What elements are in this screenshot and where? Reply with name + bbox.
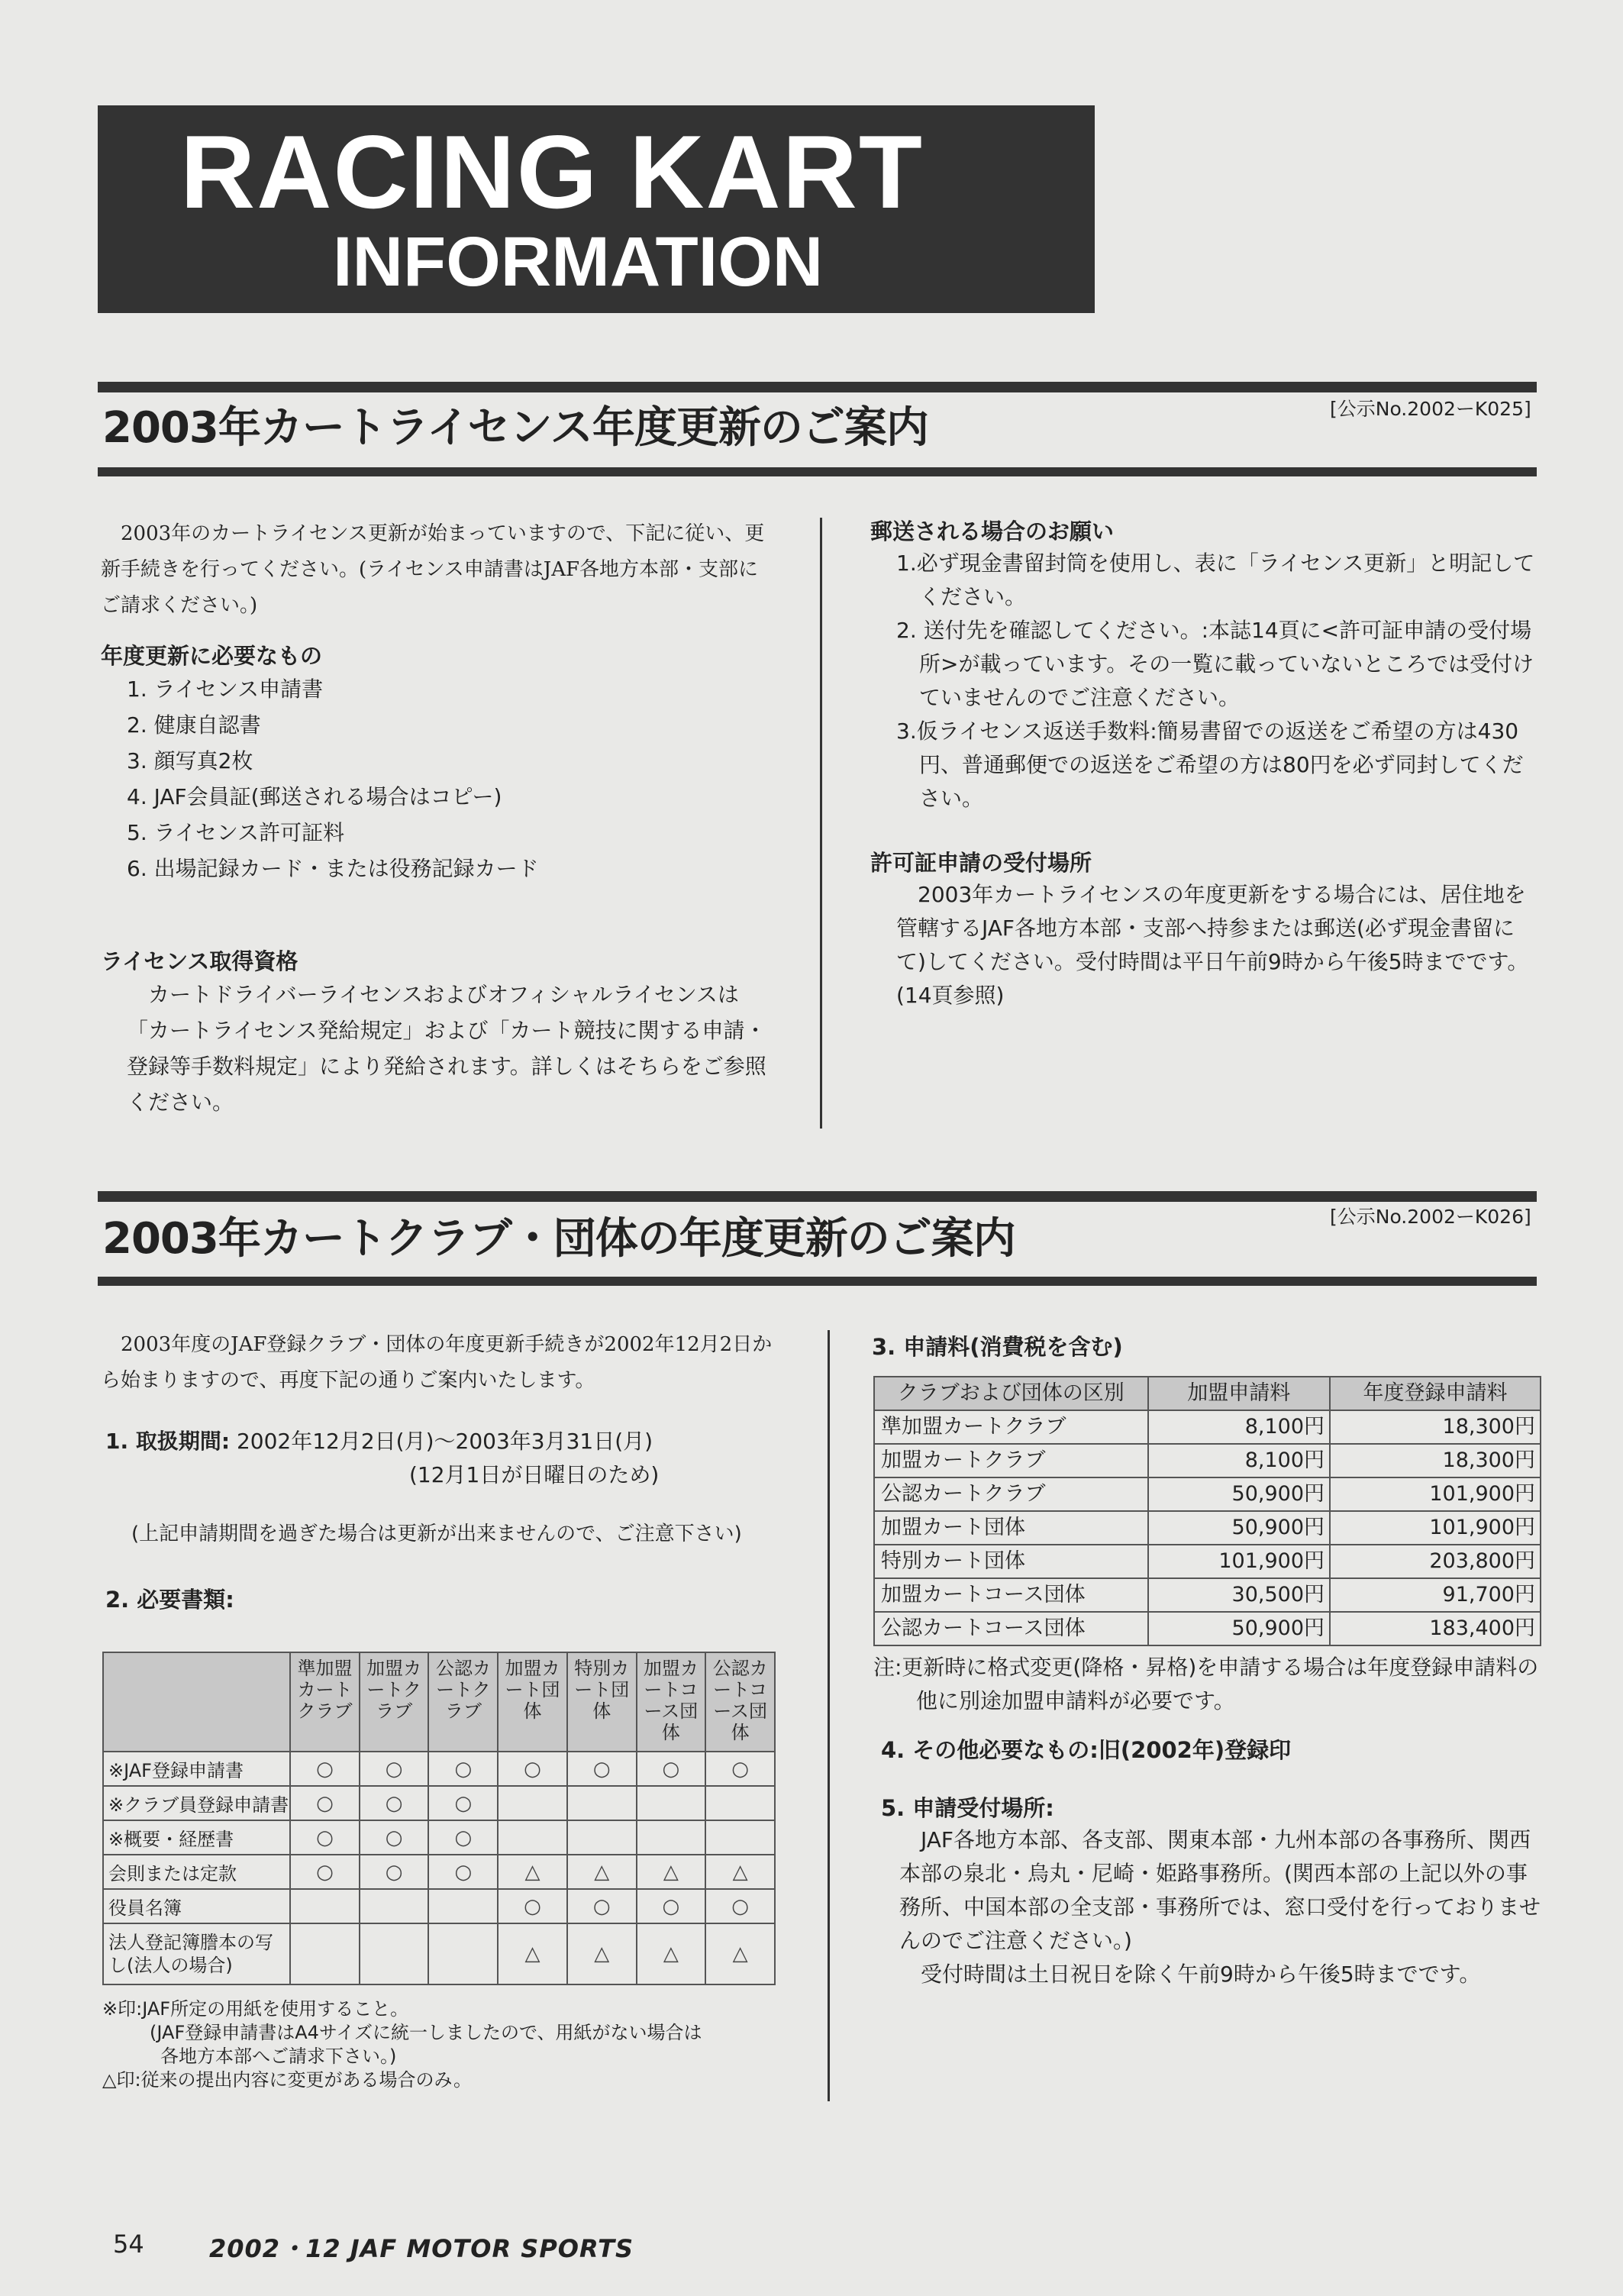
period-value: 2002年12月2日(月)〜2003年3月31日(月) xyxy=(236,1429,653,1454)
period-note: (12月1日が日曜日のため) xyxy=(409,1462,660,1487)
docs-mark: △ xyxy=(567,1855,637,1889)
table-row xyxy=(103,1786,775,1820)
required-list xyxy=(101,671,773,886)
fees-row-label: 加盟カート団体 xyxy=(874,1511,1148,1545)
fees-value: 203,800円 xyxy=(1330,1545,1541,1578)
docs-col-header: 公認カートクラブ xyxy=(428,1652,498,1752)
docs-col-header: 加盟カートクラブ xyxy=(360,1652,429,1752)
docs-col-header: 準加盟カートクラブ xyxy=(290,1652,360,1752)
fees-heading: 3. 申請料(消費税を含む) xyxy=(872,1334,1123,1360)
table-row xyxy=(874,1578,1541,1612)
fees-col-header: クラブおよび団体の区別 xyxy=(874,1377,1148,1410)
fees-row-label: 準加盟カートクラブ xyxy=(874,1410,1148,1444)
fees-value: 101,900円 xyxy=(1148,1545,1331,1578)
docs-notes xyxy=(102,1997,702,2092)
qualification-text: カートドライバーライセンスおよびオフィシャルライセンスは「カートライセンス発給規定」および「カート競技に関する申請・登録等手数料規定」により発給されます。詳しくはそちらをご参照ください。 xyxy=(127,982,766,1115)
docs-mark: ○ xyxy=(567,1752,637,1786)
accept-place-time: 受付時間は土日祝日を除く午前9時から午後5時までです。 xyxy=(921,1962,1481,1987)
docs-row-label: 会則または定款 xyxy=(103,1855,290,1889)
section2-right-column xyxy=(872,1332,1544,1362)
fees-value: 91,700円 xyxy=(1330,1578,1541,1612)
fees-value: 50,900円 xyxy=(1148,1477,1331,1511)
table-row xyxy=(103,1923,775,1984)
table-row xyxy=(874,1477,1541,1511)
section1-intro: 2003年のカートライセンス更新が始まっていますので、下記に従い、更新手続きを行ってください。(ライセンス申請書はJAF各地方本部・支部にご請求ください。) xyxy=(101,522,765,617)
docs-mark: ○ xyxy=(637,1752,706,1786)
section2-bottom-rule xyxy=(98,1277,1537,1286)
mail-list xyxy=(870,547,1542,815)
fees-row-label: 加盟カートコース団体 xyxy=(874,1578,1148,1612)
fees-value: 101,900円 xyxy=(1330,1511,1541,1545)
docs-note: ※印:JAF所定の用紙を使用すること。 xyxy=(102,1998,409,2020)
accept-place-heading: 5. 申請受付場所: xyxy=(881,1795,1054,1821)
docs-mark: △ xyxy=(567,1923,637,1984)
list-item: 3. 顔写真2枚 xyxy=(127,748,253,773)
docs-note: △印:従来の提出内容に変更がある場合のみ。 xyxy=(102,2069,472,2091)
docs-mark: ○ xyxy=(498,1889,567,1923)
docs-mark: ○ xyxy=(705,1889,775,1923)
docs-mark: ○ xyxy=(290,1820,360,1855)
docs-mark xyxy=(498,1786,567,1820)
fees-row-label: 加盟カートクラブ xyxy=(874,1444,1148,1477)
section1-title: 2003年カートライセンス年度更新のご案内 xyxy=(102,403,928,453)
section2-right-lower xyxy=(873,1651,1545,1991)
qualification-heading: ライセンス取得資格 xyxy=(101,948,298,974)
docs-mark: △ xyxy=(637,1855,706,1889)
docs-mark: △ xyxy=(705,1923,775,1984)
place-text: 2003年カートライセンスの年度更新をする場合には、居住地を管轄するJAF各地方本部・支部へ持参または郵送(必ず現金書留にて)してください。受付時間は平日午前9時から午後5時までです。(14頁参照) xyxy=(896,882,1529,1008)
docs-mark: ○ xyxy=(360,1855,429,1889)
docs-mark xyxy=(290,1923,360,1984)
fees-note: 注:更新時に格式変更(降格・昇格)を申請する場合は年度登録申請料の他に別途加盟申請料が必要です。 xyxy=(873,1655,1539,1713)
table-row xyxy=(103,1889,775,1923)
docs-mark xyxy=(360,1923,429,1984)
page-number: 54 xyxy=(113,2230,144,2259)
docs-row-label: ※概要・経歴書 xyxy=(103,1820,290,1855)
fees-value: 30,500円 xyxy=(1148,1578,1331,1612)
docs-mark: △ xyxy=(498,1923,567,1984)
fees-col-header: 加盟申請料 xyxy=(1148,1377,1331,1410)
table-row xyxy=(103,1820,775,1855)
table-row xyxy=(874,1511,1541,1545)
docs-mark: ○ xyxy=(498,1752,567,1786)
list-item: 3.仮ライセンス返送手数料:簡易書留での返送をご希望の方は430円、普通郵便での返送をご希望の方は80円を必ず同封してください。 xyxy=(896,719,1524,811)
period-line xyxy=(101,1425,780,1458)
list-item: 2. 健康自認書 xyxy=(127,712,261,738)
table-row xyxy=(874,1612,1541,1645)
table-row xyxy=(874,1545,1541,1578)
header-banner xyxy=(98,105,1095,313)
section2-column-divider xyxy=(828,1330,830,2101)
magazine-name: 2002・12 JAF MOTOR SPORTS xyxy=(209,2234,634,2263)
docs-mark: ○ xyxy=(290,1786,360,1820)
docs-mark xyxy=(567,1786,637,1820)
banner-title: RACING KART xyxy=(180,114,924,230)
fees-value: 101,900円 xyxy=(1330,1477,1541,1511)
table-row xyxy=(103,1855,775,1889)
required-heading: 年度更新に必要なもの xyxy=(101,643,323,669)
section1-notice-number: [公示No.2002ーK025] xyxy=(1330,398,1531,420)
required-documents-table xyxy=(102,1652,776,1985)
fees-value: 183,400円 xyxy=(1330,1612,1541,1645)
docs-row-label: 役員名簿 xyxy=(103,1889,290,1923)
fees-col-header: 年度登録申請料 xyxy=(1330,1377,1541,1410)
fees-value: 50,900円 xyxy=(1148,1612,1331,1645)
table-row xyxy=(103,1752,775,1786)
section2-top-rule xyxy=(98,1191,1537,1202)
section1-left-column xyxy=(101,516,773,1120)
list-item: 4. JAF会員証(郵送される場合はコピー) xyxy=(127,784,502,809)
list-item: 1. ライセンス申請書 xyxy=(127,677,324,702)
docs-mark: ○ xyxy=(360,1820,429,1855)
docs-mark xyxy=(705,1820,775,1855)
docs-mark: ○ xyxy=(290,1855,360,1889)
other-heading: 4. その他必要なもの:旧(2002年)登録印 xyxy=(881,1737,1292,1763)
fees-row-label: 特別カート団体 xyxy=(874,1545,1148,1578)
section2-intro: 2003年度のJAF登録クラブ・団体の年度更新手続きが2002年12月2日から始まりますので、再度下記の通りご案内いたします。 xyxy=(101,1333,773,1392)
section2-title: 2003年カートクラブ・団体の年度更新のご案内 xyxy=(102,1214,1015,1264)
docs-mark: ○ xyxy=(428,1786,498,1820)
docs-mark xyxy=(567,1820,637,1855)
table-row xyxy=(874,1444,1541,1477)
docs-mark: ○ xyxy=(428,1820,498,1855)
mail-heading: 郵送される場合のお願い xyxy=(870,518,1115,544)
list-item: 5. ライセンス許可証料 xyxy=(127,820,345,845)
docs-mark: ○ xyxy=(360,1786,429,1820)
docs-note: 各地方本部へご請求下さい。) xyxy=(160,2046,397,2067)
list-item: 6. 出場記録カード・または役務記録カード xyxy=(127,856,539,881)
fees-table xyxy=(873,1376,1541,1646)
section2-notice-number: [公示No.2002ーK026] xyxy=(1330,1206,1531,1228)
docs-mark xyxy=(705,1786,775,1820)
fees-value: 8,100円 xyxy=(1148,1410,1331,1444)
accept-place-text: JAF各地方本部、各支部、関東本部・九州本部の各事務所、関西本部の泉北・烏丸・尼崎・姫路事務所。(関西本部の上記以外の事務所、中国本部の全支部・事務所では、窓口受付を行っておりませんのでご注意ください。) xyxy=(899,1827,1541,1953)
fees-value: 18,300円 xyxy=(1330,1444,1541,1477)
docs-mark: ○ xyxy=(637,1889,706,1923)
fees-row-label: 公認カートクラブ xyxy=(874,1477,1148,1511)
docs-mark: △ xyxy=(705,1855,775,1889)
docs-col-header: 加盟カート団体 xyxy=(498,1652,567,1752)
docs-row-label: ※クラブ員登録申請書 xyxy=(103,1786,290,1820)
fees-row-label: 公認カートコース団体 xyxy=(874,1612,1148,1645)
docs-mark: ○ xyxy=(567,1889,637,1923)
place-heading: 許可証申請の受付場所 xyxy=(870,850,1092,876)
banner-subtitle: INFORMATION xyxy=(333,223,824,301)
docs-mark xyxy=(290,1889,360,1923)
docs-mark xyxy=(498,1820,567,1855)
docs-mark: ○ xyxy=(705,1752,775,1786)
docs-heading: 2. 必要書類: xyxy=(105,1587,234,1613)
docs-mark: △ xyxy=(498,1855,567,1889)
section1-right-column xyxy=(870,516,1542,1012)
docs-col-header: 特別カート団体 xyxy=(567,1652,637,1752)
docs-mark xyxy=(637,1820,706,1855)
fees-value: 18,300円 xyxy=(1330,1410,1541,1444)
list-item: 2. 送付先を確認してください。:本誌14頁に<許可証申請の受付場所>が載っています。その一覧に載っていないところでは受付けていませんのでご注意ください。 xyxy=(896,618,1534,710)
docs-mark xyxy=(428,1923,498,1984)
section1-top-rule xyxy=(98,382,1537,392)
section1-column-divider xyxy=(820,518,822,1129)
fees-value: 50,900円 xyxy=(1148,1511,1331,1545)
period-warning: (上記申請期間を過ぎた場合は更新が出来ませんので、ご注意下さい) xyxy=(131,1523,742,1545)
docs-mark xyxy=(637,1786,706,1820)
docs-mark: ○ xyxy=(428,1855,498,1889)
section1-bottom-rule xyxy=(98,467,1537,476)
docs-mark: ○ xyxy=(428,1752,498,1786)
docs-mark xyxy=(360,1889,429,1923)
docs-col-header: 公認カートコース団体 xyxy=(705,1652,775,1752)
docs-mark: △ xyxy=(637,1923,706,1984)
docs-row-label: 法人登記簿謄本の写し(法人の場合) xyxy=(103,1923,290,1984)
docs-mark xyxy=(428,1889,498,1923)
list-item: 1.必ず現金書留封筒を使用し、表に「ライセンス更新」と明記してください。 xyxy=(896,551,1535,609)
docs-mark: ○ xyxy=(290,1752,360,1786)
docs-note: (JAF登録申請書はA4サイズに統一しましたので、用紙がない場合は xyxy=(150,2022,702,2043)
docs-mark: ○ xyxy=(360,1752,429,1786)
table-row xyxy=(874,1410,1541,1444)
docs-row-label: ※JAF登録申請書 xyxy=(103,1752,290,1786)
fees-value: 8,100円 xyxy=(1148,1444,1331,1477)
period-label: 1. 取扱期間: xyxy=(105,1429,231,1454)
section2-left-column xyxy=(101,1327,780,1615)
docs-col-header: 加盟カートコース団体 xyxy=(637,1652,706,1752)
docs-table-corner xyxy=(103,1652,290,1752)
